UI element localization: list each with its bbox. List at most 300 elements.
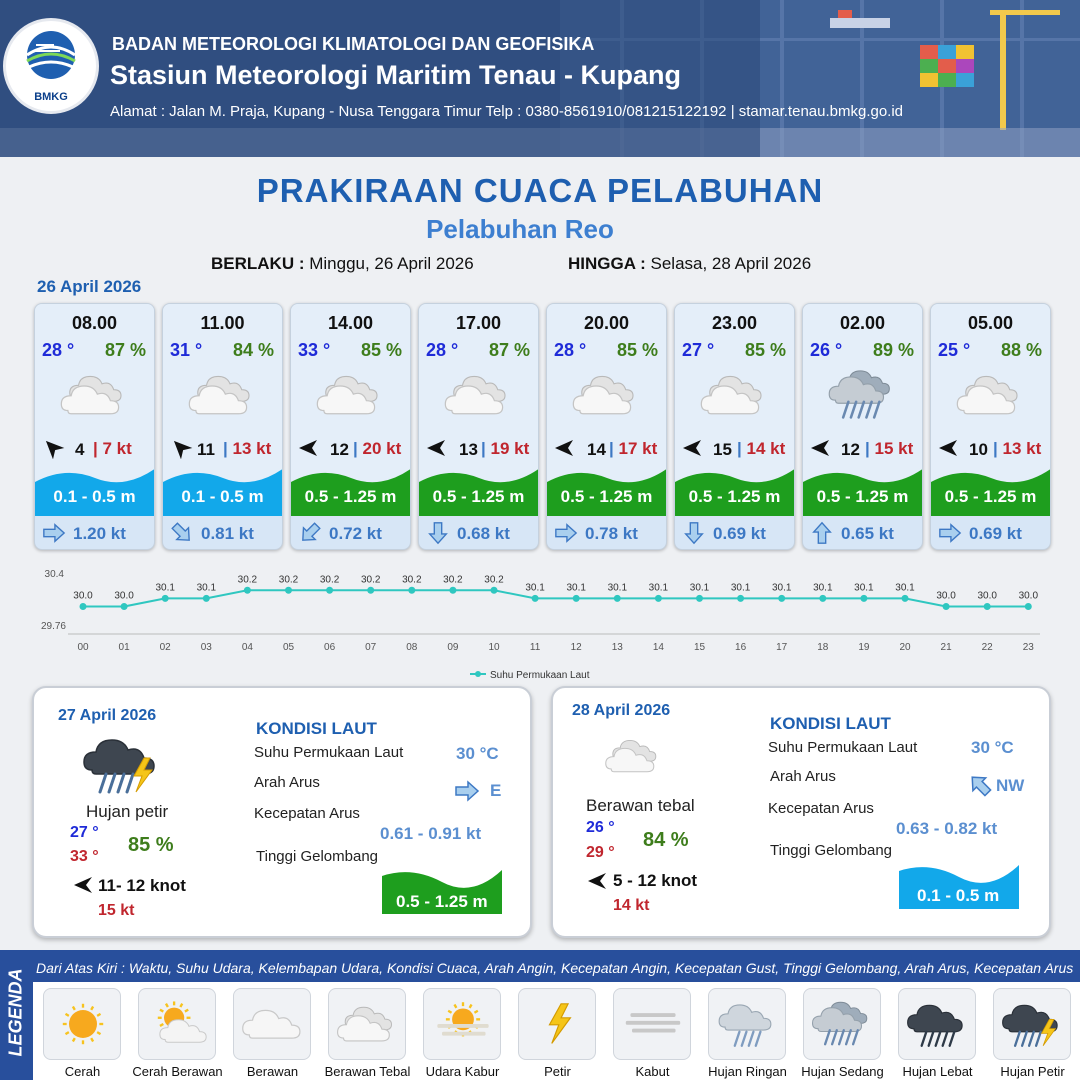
day2-wind: 11- 12 knot [98, 876, 186, 895]
y-tick-label: 29.76 [40, 621, 66, 632]
day2-weather-icon [78, 728, 168, 800]
day2-dir-label: Arah Arus [254, 774, 320, 791]
legend-item [35, 988, 130, 1080]
card-wind-speed: 12 [330, 440, 349, 459]
data-point [367, 587, 374, 594]
day3-sea-header: KONDISI LAUT [770, 714, 891, 733]
day2-speed-label: Kecepatan Arus [254, 805, 360, 822]
card-time: 11.00 [200, 313, 245, 333]
x-tick-label: 07 [365, 642, 377, 653]
card-current-speed: 1.20 kt [73, 524, 126, 543]
sst-line [83, 590, 1028, 606]
card-current [419, 516, 538, 550]
valid-to-label: HINGGA : [568, 254, 646, 273]
card-gust-value: 19 kt [490, 439, 530, 458]
data-point [943, 603, 950, 610]
data-label: 30.0 [1018, 590, 1039, 602]
x-tick-label: 13 [611, 642, 623, 653]
card-gust-sep: | [223, 439, 233, 458]
data-point [573, 595, 580, 602]
card-current [547, 516, 666, 550]
valid-to-date: Selasa, 28 April 2026 [650, 254, 812, 273]
wind-direction-icon [41, 437, 65, 459]
card-temperature: 33 ° [298, 340, 331, 360]
day3-current-dir: NW [996, 776, 1025, 795]
card-gust [865, 439, 913, 459]
x-tick-label: 15 [693, 642, 706, 653]
card-humidity: 87 % [488, 340, 530, 360]
card-gust [223, 439, 271, 459]
card-current [675, 516, 794, 550]
legend-label: Hujan Sedang [801, 1064, 884, 1079]
data-label: 30.1 [155, 582, 175, 594]
day3-panel [551, 686, 1051, 938]
day3-wave-label: Tinggi Gelombang [770, 842, 893, 859]
x-tick-label: 04 [241, 642, 253, 653]
current-direction-icon [967, 772, 993, 798]
day2-current-dir: E [490, 781, 502, 800]
forecast-card [930, 303, 1051, 550]
page-title: PRAKIRAAN CUACA PELABUHAN [256, 172, 824, 209]
card-humidity: 88 % [1000, 340, 1042, 360]
data-label: 30.2 [278, 574, 299, 586]
berawan-tebal-icon [55, 364, 135, 426]
day3-temp-max: 29 ° [586, 844, 615, 861]
card-current-speed: 0.78 kt [585, 524, 638, 543]
day3-wind: 5 - 12 knot [613, 871, 698, 890]
data-point [614, 595, 621, 602]
current-direction-icon [42, 521, 66, 545]
data-label: 30.1 [525, 582, 545, 594]
legend-item [510, 988, 605, 1080]
card-temperature: 28 ° [426, 340, 459, 360]
card-gust-value: 13 kt [232, 439, 272, 458]
card-gust-sep: | [865, 439, 875, 458]
data-point [244, 587, 251, 594]
x-tick-label: 10 [488, 642, 500, 653]
day2-wave-label: Tinggi Gelombang [256, 848, 379, 865]
hujan-sedang-icon [808, 991, 878, 1057]
x-tick-label: 09 [447, 642, 459, 653]
card-gust [353, 439, 401, 459]
day2-panel [32, 686, 532, 938]
x-tick-label: 00 [77, 642, 89, 653]
data-point [860, 595, 867, 602]
x-tick-label: 22 [981, 642, 993, 653]
x-tick-label: 23 [1022, 642, 1034, 653]
current-direction-icon [682, 521, 706, 545]
legend-icon-box [993, 988, 1071, 1060]
legend-item [415, 988, 510, 1080]
x-tick-label: 18 [817, 642, 829, 653]
x-tick-label: 06 [324, 642, 336, 653]
card-humidity: 85 % [360, 340, 402, 360]
data-point [285, 587, 292, 594]
data-point [1025, 603, 1032, 610]
legend-label: Cerah [64, 1064, 101, 1079]
card-wave-height: 0.5 - 1.25 m [432, 487, 525, 506]
data-label: 30.0 [73, 590, 93, 602]
card-gust [609, 439, 657, 459]
legend-item [985, 988, 1080, 1080]
data-label: 30.0 [936, 590, 956, 602]
x-tick-label: 08 [406, 642, 418, 653]
x-tick-label: 14 [652, 642, 664, 653]
x-tick-label: 11 [529, 642, 541, 653]
card-temperature: 28 ° [554, 340, 587, 360]
hujan-petir-icon [998, 991, 1068, 1057]
wind-direction-icon [425, 437, 449, 459]
data-label: 30.1 [730, 582, 751, 594]
forecast-card [674, 303, 795, 550]
legend-label: Hujan Lebat [902, 1064, 973, 1079]
data-label: 30.0 [114, 590, 134, 602]
legend-tag [0, 950, 33, 1080]
legend-item [605, 988, 700, 1080]
day3-gust: 14 kt [613, 897, 650, 914]
legend-title: LEGENDA [5, 968, 26, 1057]
day2-temp-min: 27 ° [70, 824, 99, 841]
data-point [408, 587, 415, 594]
port-name: Pelabuhan Reo [426, 214, 614, 244]
legend-item [795, 988, 890, 1080]
card-wave-height: 0.1 - 0.5 m [53, 487, 136, 506]
udara-kabur-icon [428, 991, 498, 1057]
forecast-card [418, 303, 539, 550]
logo-text: BMKG [34, 91, 68, 103]
x-tick-label: 03 [200, 642, 212, 653]
card-gust-value: | 7 kt [93, 439, 132, 458]
day2-gust: 15 kt [98, 902, 135, 919]
data-point [696, 595, 703, 602]
day2-condition: Hujan petir [86, 802, 169, 821]
data-point [491, 587, 498, 594]
card-current-speed: 0.81 kt [201, 524, 254, 543]
day2-sst-label: Suhu Permukaan Laut [254, 744, 404, 761]
card-temperature: 25 ° [938, 340, 971, 360]
day2-sst: 30 °C [456, 744, 499, 763]
berawan-tebal-icon [439, 364, 519, 426]
petir-icon [523, 991, 593, 1057]
card-current-speed: 0.65 kt [841, 524, 894, 543]
x-tick-label: 21 [940, 642, 952, 653]
card-gust [93, 439, 132, 459]
legend-icon-box [613, 988, 691, 1060]
berawan-tebal-icon [333, 991, 403, 1057]
legend-item [890, 988, 985, 1080]
data-label: 30.2 [484, 574, 504, 586]
day2-current-speed: 0.61 - 0.91 kt [380, 824, 482, 843]
wind-direction-icon [809, 437, 833, 459]
day3-weather-icon [599, 730, 669, 782]
legend-icon-box [518, 988, 596, 1060]
legend-item [700, 988, 795, 1080]
card-humidity: 87 % [104, 340, 146, 360]
data-point [655, 595, 662, 602]
wind-direction-icon [681, 437, 705, 459]
legend-icon-box [43, 988, 121, 1060]
wind-direction-icon [937, 437, 961, 459]
day2-humidity: 85 % [128, 834, 174, 856]
legend-label: Berawan Tebal [324, 1064, 411, 1079]
data-point [984, 603, 991, 610]
x-tick-label: 01 [118, 642, 130, 653]
card-gust-value: 14 kt [746, 439, 786, 458]
day2-wave-height: 0.5 - 1.25 m [396, 892, 488, 911]
card-gust [993, 439, 1041, 459]
day2-date: 27 April 2026 [58, 707, 157, 724]
card-gust-sep: | [353, 439, 363, 458]
current-direction-icon [298, 521, 322, 545]
card-wind [681, 437, 791, 461]
day1-date: 26 April 2026 [37, 277, 142, 296]
day3-sst: 30 °C [971, 738, 1014, 757]
card-temperature: 31 ° [170, 340, 203, 360]
card-wind-speed: 12 [841, 440, 860, 459]
day3-current-speed: 0.63 - 0.82 kt [896, 819, 998, 838]
card-gust-sep: | [609, 439, 619, 458]
hujan-sedang-icon [823, 364, 903, 426]
header-banner [0, 0, 1080, 157]
data-label: 30.1 [854, 582, 874, 594]
card-gust-sep: | [993, 439, 1003, 458]
y-tick-label: 30.4 [44, 569, 64, 580]
data-point [326, 587, 333, 594]
berawan-tebal-icon [695, 364, 775, 426]
legend-description: Dari Atas Kiri : Waktu, Suhu Udara, Kelembapan Udara, Kondisi Cuaca, Arah Angin, Kecepatan Angin, Kecepatan Gust, Tinggi Gelombang, Arah Arus, Kecepatan Arus [36, 960, 1074, 976]
legend-icon-box [328, 988, 406, 1060]
card-time: 20.00 [583, 313, 630, 333]
berawan-tebal-icon [311, 364, 391, 426]
legend-item [320, 988, 415, 1080]
forecast-card [34, 303, 155, 550]
card-wind-speed: 13 [459, 440, 478, 459]
card-gust-value: 17 kt [618, 439, 658, 458]
day3-condition: Berawan tebal [586, 796, 695, 815]
card-wave-height: 0.5 - 1.25 m [944, 487, 1037, 506]
forecast-card [290, 303, 411, 550]
card-wave-height: 0.1 - 0.5 m [181, 487, 264, 506]
day2-sea-header: KONDISI LAUT [256, 719, 377, 738]
card-wind-speed: 11 [197, 440, 215, 459]
x-tick-label: 17 [776, 642, 788, 653]
data-point [449, 587, 456, 594]
card-wind-speed: 4 [75, 440, 85, 459]
day2-temp-max: 33 ° [70, 848, 99, 865]
legend-icon-box [138, 988, 216, 1060]
card-gust-value: 15 kt [874, 439, 914, 458]
card-gust-sep: | [481, 439, 491, 458]
data-label: 30.0 [977, 590, 997, 602]
card-temperature: 28 ° [42, 340, 75, 360]
forecast-card [162, 303, 283, 550]
card-wind-speed: 10 [969, 440, 988, 459]
data-label: 30.2 [443, 574, 463, 586]
data-point [532, 595, 539, 602]
day3-sst-label: Suhu Permukaan Laut [768, 739, 918, 756]
legend-label: Udara Kabur [425, 1064, 500, 1079]
cerah-berawan-icon [143, 991, 213, 1057]
data-point [778, 595, 785, 602]
legend-icon-box [898, 988, 976, 1060]
card-humidity: 85 % [744, 340, 786, 360]
legend-icon-box [423, 988, 501, 1060]
day3-humidity: 84 % [643, 829, 689, 851]
legend-item [130, 988, 225, 1080]
card-wind [425, 437, 535, 461]
day3-speed-label: Kecepatan Arus [768, 800, 874, 817]
card-time: 17.00 [455, 313, 502, 333]
hujan-ringan-icon [713, 991, 783, 1057]
card-wind [809, 437, 919, 461]
data-label: 30.1 [895, 582, 915, 594]
card-current-speed: 0.72 kt [329, 524, 382, 543]
legend-item [225, 988, 320, 1080]
card-wind [937, 437, 1047, 461]
hujan-lebat-icon [903, 991, 973, 1057]
x-tick-label: 16 [735, 642, 747, 653]
legend-icon-box [803, 988, 881, 1060]
berawan-tebal-icon [183, 364, 263, 426]
x-tick-label: 12 [570, 642, 582, 653]
card-humidity: 84 % [232, 340, 274, 360]
card-gust-value: 13 kt [1002, 439, 1042, 458]
current-direction-icon [810, 521, 834, 545]
data-point [162, 595, 169, 602]
card-temperature: 27 ° [682, 340, 715, 360]
data-label: 30.1 [813, 582, 833, 594]
legend-label: Cerah Berawan [132, 1064, 223, 1079]
data-point [737, 595, 744, 602]
agency-name: BADAN METEOROLOGI KLIMATOLOGI DAN GEOFISIKA [112, 34, 595, 54]
card-wind [41, 437, 151, 461]
legend-series-name: Suhu Permukaan Laut [490, 670, 590, 681]
card-gust-sep: | [737, 439, 747, 458]
card-wind [169, 437, 279, 461]
legend-label: Hujan Petir [1000, 1064, 1065, 1079]
x-tick-label: 19 [858, 642, 870, 653]
legend-label: Hujan Ringan [708, 1064, 787, 1079]
card-gust [481, 439, 529, 459]
cerah-icon [48, 991, 118, 1057]
card-wind-speed: 14 [587, 440, 606, 459]
data-label: 30.1 [196, 582, 217, 594]
data-label: 30.2 [360, 574, 381, 586]
current-direction-icon [454, 780, 480, 802]
legend-label: Petir [544, 1064, 571, 1079]
card-current [291, 516, 410, 550]
wind-direction-icon [553, 437, 577, 459]
card-current [163, 516, 282, 550]
card-wind [553, 437, 663, 461]
data-label: 30.2 [319, 574, 340, 586]
card-current [931, 516, 1050, 550]
card-wave-height: 0.5 - 1.25 m [560, 487, 653, 506]
forecast-card [802, 303, 923, 550]
day3-date: 28 April 2026 [572, 702, 671, 719]
data-point [819, 595, 826, 602]
data-point [80, 603, 87, 610]
card-wind-speed: 15 [713, 440, 732, 459]
wind-direction-icon [169, 437, 193, 459]
data-label: 30.1 [566, 582, 586, 594]
data-label: 30.2 [237, 574, 258, 586]
legend-icons [33, 982, 1080, 1080]
current-direction-icon [170, 521, 194, 545]
card-time: 05.00 [967, 313, 1014, 333]
wind-direction-icon [586, 872, 608, 890]
current-direction-icon [554, 521, 578, 545]
data-label: 30.2 [402, 574, 422, 586]
day3-dir-label: Arah Arus [770, 768, 836, 785]
valid-from-label: BERLAKU : [211, 254, 305, 273]
legend [0, 950, 1080, 1080]
wind-direction-icon [72, 876, 94, 894]
legend-icon-box [708, 988, 786, 1060]
card-gust-value: 20 kt [362, 439, 402, 458]
card-wind [297, 437, 407, 461]
data-point [121, 603, 128, 610]
data-point [203, 595, 210, 602]
current-direction-icon [426, 521, 450, 545]
sst-chart [30, 562, 1050, 687]
card-gust [737, 439, 785, 459]
card-current [35, 516, 154, 550]
kabut-icon [618, 991, 688, 1057]
data-label: 30.1 [689, 582, 710, 594]
card-temperature: 26 ° [810, 340, 843, 360]
card-wave-height: 0.5 - 1.25 m [688, 487, 781, 506]
card-wave-height: 0.5 - 1.25 m [304, 487, 397, 506]
forecast-card [546, 303, 667, 550]
x-tick-label: 02 [159, 642, 171, 653]
card-current-speed: 0.68 kt [457, 524, 510, 543]
day3-wave-height: 0.1 - 0.5 m [917, 886, 1000, 905]
x-tick-label: 20 [899, 642, 911, 653]
wind-direction-icon [297, 437, 321, 459]
data-label: 30.1 [607, 582, 628, 594]
current-direction-icon [938, 521, 962, 545]
card-humidity: 85 % [616, 340, 658, 360]
berawan-tebal-icon [951, 364, 1031, 426]
legend-icon-box [233, 988, 311, 1060]
card-current [803, 516, 922, 550]
card-time: 14.00 [327, 313, 374, 333]
valid-from [211, 254, 474, 274]
station-address: Alamat : Jalan M. Praja, Kupang - Nusa Tenggara Timur Telp : 0380-8561910/081215122192 | stamar.tenau.bmkg.go.id [110, 103, 904, 120]
card-time: 02.00 [839, 313, 886, 333]
bmkg-emblem-icon [6, 21, 96, 91]
bmkg-logo [3, 18, 99, 114]
card-time: 08.00 [71, 313, 118, 333]
station-name: Stasiun Meteorologi Maritim Tenau - Kupang [110, 60, 682, 90]
data-point [902, 595, 909, 602]
berawan-icon [238, 991, 308, 1057]
x-tick-label: 05 [282, 642, 295, 653]
berawan-tebal-icon [567, 364, 647, 426]
card-humidity: 89 % [872, 340, 914, 360]
data-label: 30.1 [648, 582, 669, 594]
valid-to [568, 254, 811, 274]
card-wave-height: 0.5 - 1.25 m [816, 487, 909, 506]
card-current-speed: 0.69 kt [713, 524, 766, 543]
valid-from-date: Minggu, 26 April 2026 [309, 254, 474, 273]
legend-label: Berawan [246, 1064, 299, 1079]
chart-legend [470, 670, 590, 681]
legend-label: Kabut [635, 1064, 670, 1079]
day3-temp-min: 26 ° [586, 819, 615, 836]
card-time: 23.00 [711, 313, 758, 333]
